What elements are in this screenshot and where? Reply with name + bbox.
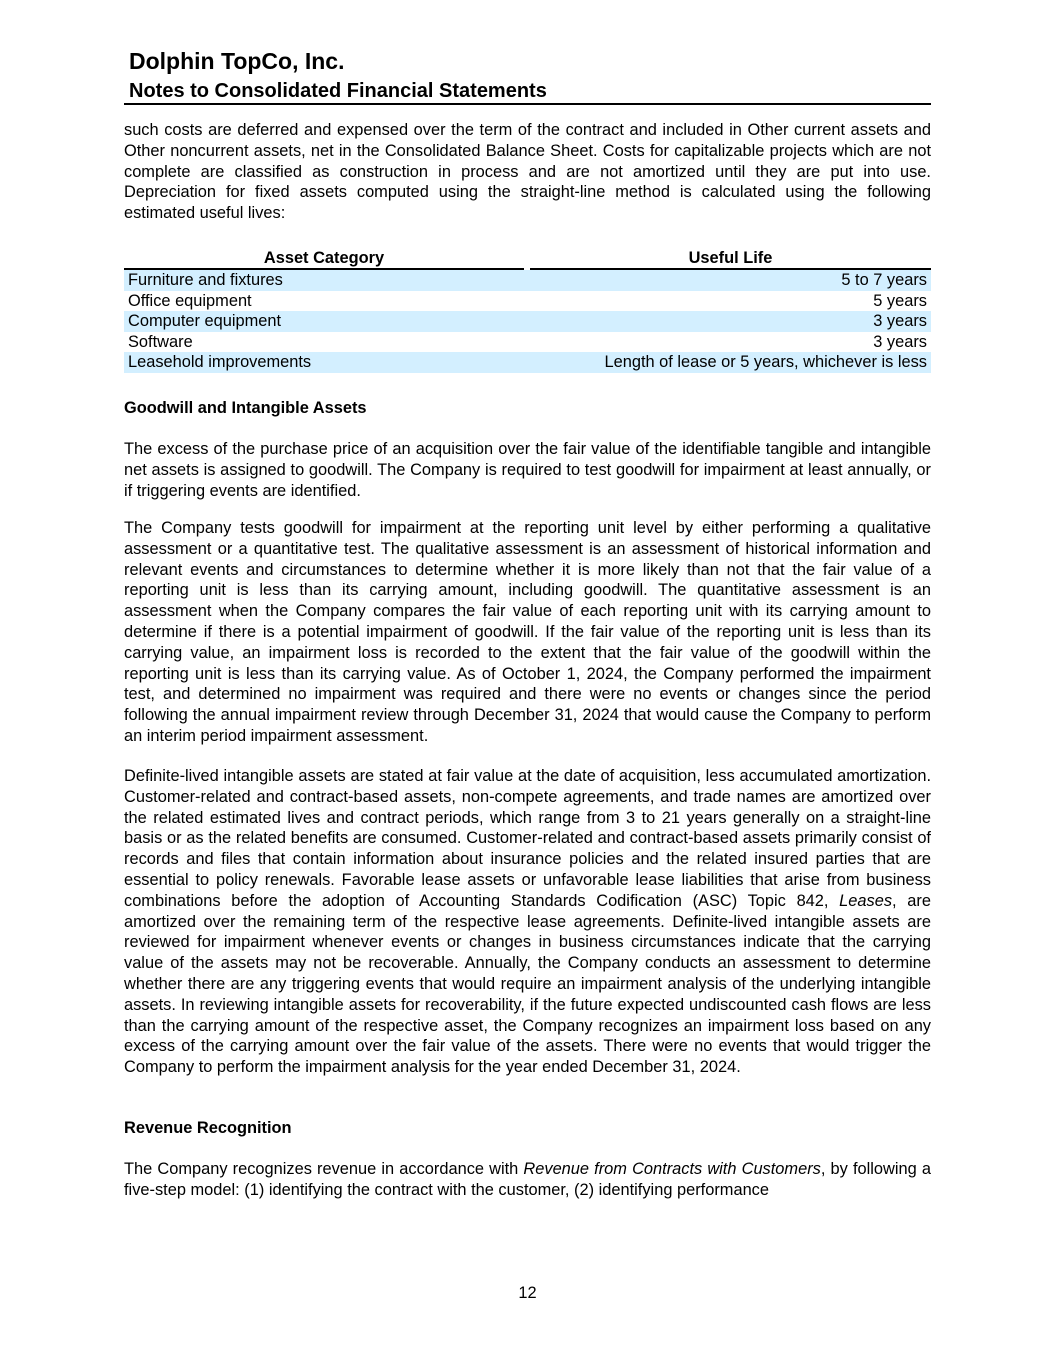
- table-header-row: [124, 249, 931, 270]
- asset-category-cell: Office equipment: [128, 291, 252, 310]
- intangibles-text-part-2: , are amortized over the remaining term of the respective lease agreements. Definite-lived intangible assets are reviewed for impairment whenever events or changes in business circumstances indicate that the carrying value of the assets may not be recoverable. Annually, the Company conducts an assessment to determine whether there are any triggering events that would require an impairment analysis of the underlying intangible assets. In reviewing intangible assets for recoverability, if the future expected undiscounted cash flows are less than the carrying amount of the respective asset, the Company recognizes an impairment loss based on any excess of the carrying amount over the fair value of the assets. There were no events that would trigger the Company to perform the impairment analysis for the year ended December 31, 2024.: [124, 891, 931, 1077]
- company-name: Dolphin TopCo, Inc.: [129, 48, 345, 74]
- useful-life-cell: 5 years: [873, 291, 927, 310]
- asset-category-cell: Furniture and fixtures: [124, 270, 524, 291]
- table-row: [124, 291, 931, 312]
- revenue-heading: Revenue Recognition: [124, 1119, 292, 1137]
- column-header-category: [124, 249, 524, 270]
- column-header-life-label: Useful Life: [530, 249, 931, 270]
- table-row: [124, 311, 931, 332]
- revenue-paragraph: [124, 1159, 931, 1201]
- goodwill-paragraph-2: The Company tests goodwill for impairment at the reporting unit level by either performing a qualitative assessment or a quantitative test. The qualitative assessment is an assessment of historical information and relevant events and circumstances to determine whether it is more likely than not that the fair value of a reporting unit is less than its carrying amount, including goodwill. The quantitative assessment is an assessment when the Company compares the fair value of each reporting unit with its carrying amount to determine if there is a potential impairment of goodwill. If the fair value of the reporting unit is less than its carrying value, an impairment loss is recorded to the extent that the fair value of the goodwill within the reporting unit is less than its carrying value. As of October 1, 2024, the Company performed the impairment test, and determined no impairment was required and there were no events or changes since the period following the annual impairment review through December 31, 2024 that would cause the Company to perform an interim period impairment assessment.: [124, 519, 931, 745]
- header-rule: [124, 103, 931, 105]
- useful-lives-table: [124, 249, 931, 373]
- column-header-life: [530, 249, 931, 270]
- intangibles-text-part-1: Definite-lived intangible assets are stated at fair value at the date of acquisition, less accumulated amortization. Customer-related and contract-based assets, non-compete agreements, and trade names are amortized over the related estimated lives and contract periods, which range from 3 to 21 years generally on a straight-line basis or as the related benefits are consumed. Customer-related and contract-based assets primarily consist of records and files that contain information about insurance policies and the related insured parties that are essential to policy renewals. Favorable lease assets or unfavorable lease liabilities that arise from business combinations before the adoption of Accounting Standards Codification (ASC) Topic 842,: [124, 767, 931, 910]
- revenue-italic-term: Revenue from Contracts with Customers: [523, 1160, 821, 1178]
- revenue-text-part-2: , by following a five-step model: (1) identifying the contract with the customer, (2) identifying performance: [124, 1160, 931, 1199]
- useful-life-cell: 3 years: [873, 332, 927, 351]
- useful-life-cell: 3 years: [530, 311, 931, 332]
- table-row: [124, 352, 931, 373]
- column-header-category-label: Asset Category: [124, 249, 524, 270]
- asset-category-cell: Leasehold improvements: [124, 352, 524, 373]
- useful-life-cell: Length of lease or 5 years, whichever is less: [530, 352, 931, 373]
- document-subtitle: Notes to Consolidated Financial Statements: [129, 80, 547, 102]
- table-row: [124, 270, 931, 291]
- intro-paragraph: such costs are deferred and expensed over the term of the contract and included in Other current assets and Other noncurrent assets, net in the Consolidated Balance Sheet. Costs for capitalizable projects which are not complete are classified as construction in process and are not amortized until they are put into use. Depreciation for fixed assets computed using the straight-line method is calculated using the following estimated useful lives:: [124, 121, 931, 223]
- asset-category-cell: Software: [128, 332, 193, 351]
- leases-italic-term: Leases: [839, 891, 893, 910]
- useful-life-cell: 5 to 7 years: [530, 270, 931, 291]
- goodwill-heading: Goodwill and Intangible Assets: [124, 399, 367, 417]
- goodwill-paragraph-1: The excess of the purchase price of an acquisition over the fair value of the identifiable tangible and intangible net assets is assigned to goodwill. The Company is required to test goodwill for impairment at least annually, or if triggering events are identified.: [124, 440, 931, 500]
- intangibles-paragraph: [124, 766, 931, 1078]
- revenue-text-part-1: The Company recognizes revenue in accordance with: [124, 1160, 524, 1178]
- asset-category-cell: Computer equipment: [124, 311, 524, 332]
- table-row: [124, 332, 931, 353]
- page-number: 12: [518, 1284, 537, 1302]
